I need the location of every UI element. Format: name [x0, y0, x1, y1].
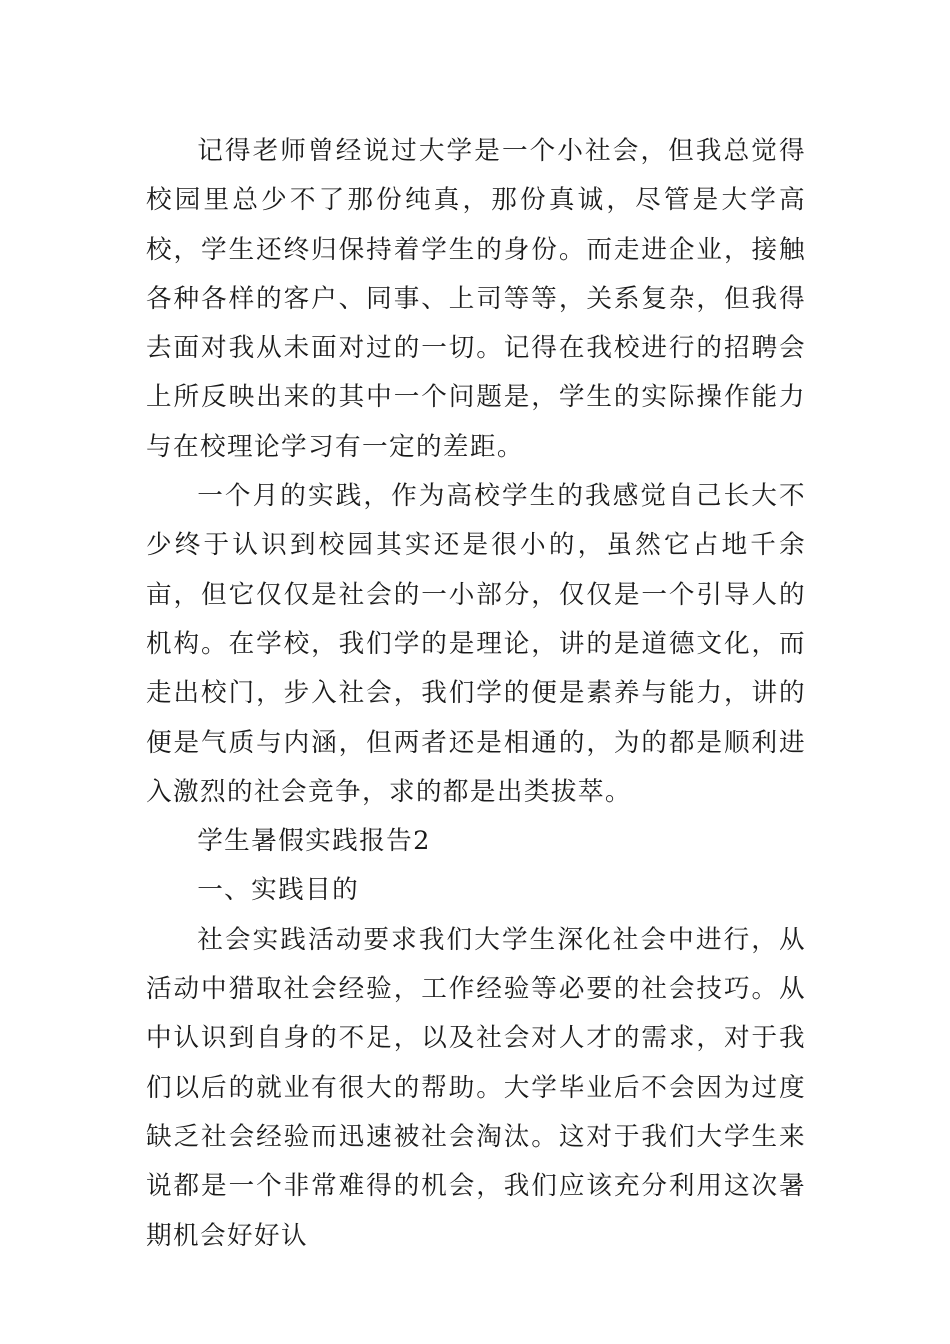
paragraph-one-month-practice: 一个月的实践，作为高校学生的我感觉自己长大不少终于认识到校园其实还是很小的，虽然它占地千余亩，但它仅仅是社会的一小部分，仅仅是一个引导人的机构。在学校，我们学的是理论，讲的是道德文化，而走出校门，步入社会，我们学的便是素养与能力，讲的便是气质与内涵，但两者还是相通的，为的都是顺利进入激烈的社会竞争，求的都是出类拔萃。 — [146, 481, 806, 807]
document-body — [146, 127, 806, 1261]
report-title: 学生暑假实践报告2 — [197, 826, 431, 857]
paragraph-practice-purpose: 社会实践活动要求我们大学生深化社会中进行，从活动中猎取社会经验，工作经验等必要的社会技巧。从中认识到自身的不足，以及社会对人才的需求，对于我们以后的就业有很大的帮助。大学毕业后不会因为过度缺乏社会经验而迅速被社会淘汰。这对于我们大学生来说都是一个非常难得的机会，我们应该充分利用这次暑期机会好好认 — [146, 924, 806, 1251]
section-heading-purpose: 一、实践目的 — [197, 875, 360, 906]
paragraph-campus-vs-society: 记得老师曾经说过大学是一个小社会，但我总觉得校园里总少不了那份纯真，那份真诚，尽管是大学高校，学生还终归保持着学生的身份。而走进企业，接触各种各样的客户、同事、上司等等，关系复杂，但我得去面对我从未面对过的一切。记得在我校进行的招聘会上所反映出来的其中一个问题是，学生的实际操作能力与在校理论学习有一定的差距。 — [146, 136, 806, 462]
